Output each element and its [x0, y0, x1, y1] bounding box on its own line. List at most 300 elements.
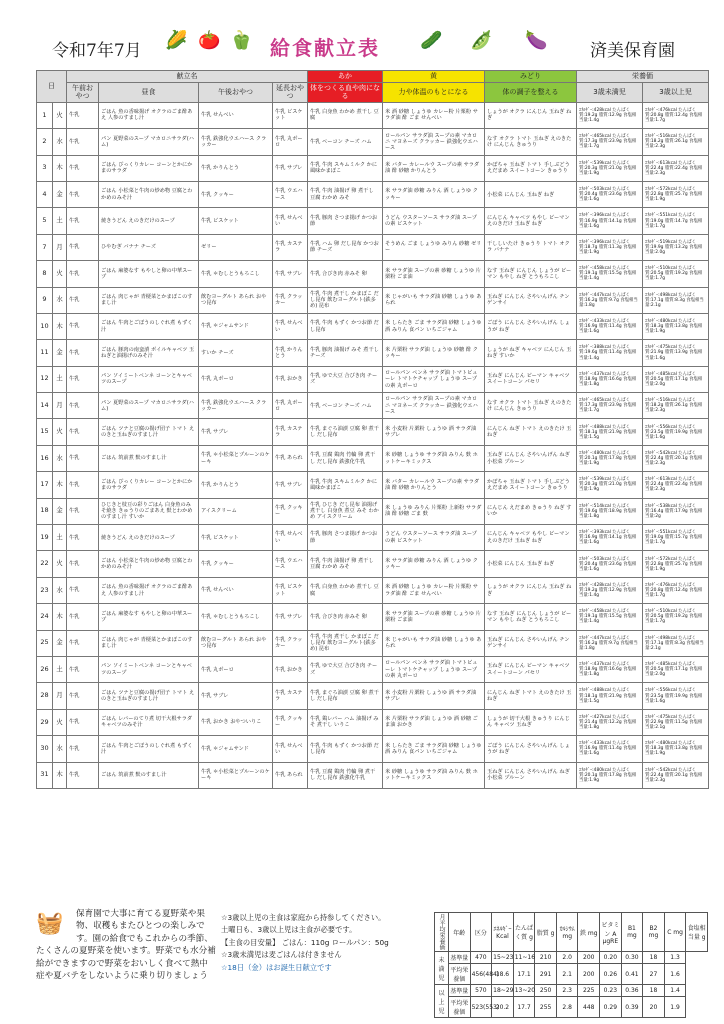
extended-snack-cell: 牛乳 クラッカー [273, 287, 308, 313]
extended-snack-cell: 牛乳 ビスケット [273, 577, 308, 603]
afternoon-snack-cell: 牛乳 丸ボーロ [199, 656, 273, 682]
day-cell: 1 [37, 102, 53, 128]
morning-snack-cell: 牛乳 [67, 208, 99, 234]
afternoon-snack-header: 午後おやつ [199, 83, 273, 103]
afternoon-snack-cell: 牛乳 ビスケット [199, 525, 273, 551]
note-1: ☆3歳以上児の主食は家庭から持参してください。 [221, 913, 386, 922]
table-row [37, 577, 709, 603]
lunch-menu-cell: ごはん びっくりカレー コーンとかにかまのサラダ [99, 472, 199, 498]
nutrition-value: 1.9 [664, 997, 686, 1018]
nutrition-value: 250 [535, 985, 557, 997]
afternoon-snack-cell: 牛乳 ＊小松菜とプルーンのケーキ [199, 762, 273, 788]
lunch-menu-cell: ごはん 小松菜と牛肉の炒め物 豆腐とわかめのみそ汁 [99, 181, 199, 207]
weekday-cell: 土 [53, 208, 67, 234]
day-cell: 24 [37, 604, 53, 630]
lunch-menu-cell: ごはん びっくりカレー コーンとかにかまのサラダ [99, 155, 199, 181]
lunch-menu-cell: ごはん 筑前煮 麩のすまし汁 [99, 762, 199, 788]
yellow-foods-cell: 米 酒 砂糖 しょうゆ カレー粉 片栗粉 サラダ油 酢 ごま せんべい [383, 102, 485, 128]
afternoon-snack-cell: 牛乳 せんべい [199, 577, 273, 603]
lunch-menu-cell: ごはん 麻婆なす もやしと卵の中華スープ [99, 261, 199, 287]
nutrition-value: 0.29 [600, 997, 622, 1018]
green-foods-cell: にんじん ねぎ トマト えのきたけ 玉ねぎ [485, 419, 577, 445]
extended-snack-cell: 牛乳 丸ボーロ [273, 129, 308, 155]
corn-icon: 🌽 [165, 30, 188, 51]
table-row [37, 313, 709, 339]
morning-snack-cell: 牛乳 [67, 577, 99, 603]
lunch-menu-cell: パン 夏野菜のスープ マカロニサラダ(ハム) [99, 129, 199, 155]
morning-snack-cell: 牛乳 [67, 445, 99, 471]
over3-nutrition-cell: ｴﾈﾙｷﾞｰ:613kcal たんぱく質:22.4g 脂質:22.4g 食塩相当量:2.3g [643, 472, 709, 498]
nutrition-value: 2.0 [556, 952, 578, 964]
green-desc: 体の調子を整える [485, 83, 577, 103]
green-foods-cell: 小松菜 にんじん 玉ねぎ ねぎ [485, 181, 577, 207]
morning-snack-cell: 牛乳 [67, 102, 99, 128]
green-foods-cell: ごぼう にんじん さやいんげん しょうが ねぎ [485, 313, 577, 339]
morning-snack-cell: 牛乳 [67, 630, 99, 656]
cucumber-icon: 🥒 [420, 30, 443, 51]
table-row [37, 551, 709, 577]
over3-nutrition-cell: ｴﾈﾙｷﾞｰ:485kcal たんぱく質:20.5g 脂質:17.1g 食塩相当量:2.0g [643, 656, 709, 682]
morning-snack-cell: 牛乳 [67, 472, 99, 498]
under3-nutrition-cell: ｴﾈﾙｷﾞｰ:458kcal たんぱく質:19.1g 脂質:15.5g 食塩相当量:1.4g [577, 261, 643, 287]
weekday-cell: 土 [53, 656, 67, 682]
under3-nutrition-cell: ｴﾈﾙｷﾞｰ:428kcal たんぱく質:19.2g 脂質:12.9g 食塩相当量:1.4g [577, 102, 643, 128]
lunch-menu-cell: ごはん 牛肉とごぼうのしぐれ煮 もずく汁 [99, 313, 199, 339]
red-foods-cell: 牛乳 ひじき だし昆布 油揚げ 煮干し 白身魚 煮豆 みそ わかめ アイスクリーム [308, 498, 383, 524]
afternoon-snack-cell: 牛乳 ＊小松菜とプルーンのケーキ [199, 445, 273, 471]
yellow-foods-cell: 米 サラダ油 スープの素 砂糖 しょうゆ 片栗粉 ごま油 [383, 261, 485, 287]
green-foods-cell: 玉ねぎ にんじん さやいんげん チンゲンサイ [485, 630, 577, 656]
yellow-foods-cell: ロールパン サラダ油 スープの素 マカロニ マヨネーズ クラッカー 鉄強化ウエハース [383, 129, 485, 155]
nutrition-value: 13~20 [513, 985, 535, 997]
nutrition-value: 15~23 [492, 952, 514, 964]
under3-nutrition-cell: ｴﾈﾙｷﾞｰ:514kcal たんぱく質:19.6g 脂質:18.9g 食塩相当量:1.8g [577, 498, 643, 524]
extended-snack-cell: 牛乳 かりんとう [273, 340, 308, 366]
lunch-menu-cell: ごはん 肉じゃが 青梗菜とかまぼこのすまし汁 [99, 630, 199, 656]
extended-snack-cell: 牛乳 クッキー [273, 709, 308, 735]
nutrition-col-header: ｶﾙｼｳﾑ mg [556, 913, 578, 952]
nutrition-col-header: B2 mg [643, 913, 665, 952]
morning-snack-cell: 牛乳 [67, 181, 99, 207]
table-row [37, 366, 709, 392]
extended-snack-header: 延長おやつ [273, 83, 308, 103]
under3-nutrition-cell: ｴﾈﾙｷﾞｰ:396kcal たんぱく質:18.7g 脂質:11.3g 食塩相当量:1.9g [577, 234, 643, 260]
day-cell: 28 [37, 683, 53, 709]
nutrition-value: 1.3 [664, 952, 686, 964]
table-row [37, 683, 709, 709]
table-row [37, 393, 709, 419]
morning-snack-cell: 牛乳 [67, 683, 99, 709]
nutrition-value: 2.3 [556, 985, 578, 997]
yellow-foods-cell: 米 バター カレールウ スープの素 サラダ油 酢 砂糖 かりんとう [383, 155, 485, 181]
weekday-cell: 木 [53, 762, 67, 788]
table-row [37, 129, 709, 155]
green-foods-cell: なす オクラ トマト 玉ねぎ えのきたけ にんじん きゅうり [485, 129, 577, 155]
extended-snack-cell: 牛乳 ビスケット [273, 102, 308, 128]
yellow-foods-cell: 米 しらたき ごま サラダ油 砂糖 しょうゆ 酒 みりん 食パン いちごジャム [383, 736, 485, 762]
lunch-menu-cell: ごはん 豚肉の南蛮漬 ボイルキャベツ 玉ねぎと油揚げのみそ汁 [99, 340, 199, 366]
over3-nutrition-cell: ｴﾈﾙｷﾞｰ:613kcal たんぱく質:22.4g 脂質:22.4g 食塩相当量:2.3g [643, 155, 709, 181]
nutrition-row [435, 997, 708, 1018]
nutrition-value: 570 [470, 985, 492, 997]
over3-nutrition-cell: ｴﾈﾙｷﾞｰ:498kcal たんぱく質:17.1g 脂質:8.3g 食塩相当量:2.1g [643, 287, 709, 313]
afternoon-snack-cell: 牛乳 ビスケット [199, 208, 273, 234]
table-row [37, 208, 709, 234]
red-foods-cell: 牛乳 豚肉 さつま揚げ かつお節 [308, 525, 383, 551]
under3-nutrition-cell: ｴﾈﾙｷﾞｰ:503kcal たんぱく質:20.4g 脂質:23.6g 食塩相当量:1.6g [577, 181, 643, 207]
morning-snack-cell: 牛乳 [67, 340, 99, 366]
nutrition-col-header: たんぱく質 g [513, 913, 535, 952]
pepper-icon: 🫑 [230, 30, 253, 51]
footer [36, 908, 708, 1018]
lunch-menu-cell: ごはん ツナと豆腐の揚げ団子 トマト えのきと玉ねぎのすまし汁 [99, 419, 199, 445]
green-foods-cell: しょうが ねぎ キャベツ にんじん 玉ねぎ すいか [485, 340, 577, 366]
afternoon-snack-cell: 飲むヨーグルト あられ おやつ昆布 [199, 630, 273, 656]
yellow-foods-cell: うどん ウスターソース サラダ油 スープの素 ビスケット [383, 208, 485, 234]
green-foods-cell: 玉ねぎ にんじん さやいんげん ねぎ 小松菜 プルーン [485, 762, 577, 788]
day-cell: 11 [37, 340, 53, 366]
weekday-cell: 水 [53, 577, 67, 603]
yellow-header: 黄 [383, 71, 485, 83]
note-3: 【主食の目安量】 ごはん：110g ロールパン：50g [221, 937, 389, 947]
red-foods-cell: 牛乳 鶏レバー ハム 油揚げ みそ 煮干し いりこ [308, 709, 383, 735]
kubun-cell: 平均栄養価 [449, 964, 471, 985]
green-foods-cell: ごぼう にんじん さやいんげん しょうが ねぎ [485, 736, 577, 762]
day-cell: 12 [37, 366, 53, 392]
nutrition-value: 200 [578, 964, 600, 985]
weekday-cell: 金 [53, 340, 67, 366]
extended-snack-cell: 牛乳 ウエハース [273, 551, 308, 577]
day-cell: 19 [37, 525, 53, 551]
morning-snack-cell: 牛乳 [67, 261, 99, 287]
red-foods-cell: 牛乳 牛肉 煮干し かまぼこ だし昆布 飲むヨーグルト(鉄多め) 昆布 [308, 630, 383, 656]
red-foods-cell: 牛乳 牛肉 もずく かつお節 だし昆布 [308, 736, 383, 762]
morning-snack-cell: 牛乳 [67, 419, 99, 445]
nutrition-row [435, 985, 708, 997]
nutrition-value: 18~29 [492, 985, 514, 997]
nutrition-col-header: 区分 [470, 913, 492, 952]
month-label: 令和7年7月 [52, 41, 142, 61]
extended-snack-cell: 牛乳 カステラ [273, 234, 308, 260]
yellow-foods-cell: そうめん ごま しょうゆ みりん 砂糖 ゼリー [383, 234, 485, 260]
lunch-menu-cell: パン 夏野菜のスープ マカロニサラダ(ハム) [99, 393, 199, 419]
day-cell: 5 [37, 208, 53, 234]
nutrition-row [435, 964, 708, 985]
day-cell: 10 [37, 313, 53, 339]
monthly-nutrition-table [434, 912, 708, 1018]
weekday-cell: 火 [53, 709, 67, 735]
under3-nutrition-cell: ｴﾈﾙｷﾞｰ:465kcal たんぱく質:17.3g 脂質:23.9g 食塩相当量:1.7g [577, 129, 643, 155]
yellow-foods-cell: うどん ウスターソース サラダ油 スープの素 ビスケット [383, 525, 485, 551]
afternoon-snack-cell: アイスクリーム [199, 498, 273, 524]
table-row [37, 656, 709, 682]
under3-nutrition-cell: ｴﾈﾙｷﾞｰ:488kcal たんぱく質:18.1g 脂質:21.9g 食塩相当量:1.5g [577, 683, 643, 709]
day-cell: 3 [37, 155, 53, 181]
under3-header: 3歳未満児 [577, 83, 643, 103]
green-foods-cell: しょうが オクラ にんじん 玉ねぎ ねぎ [485, 102, 577, 128]
red-foods-cell: 牛乳 白身魚 わかめ 煮干し 豆腐 [308, 577, 383, 603]
lunch-header: 昼食 [99, 83, 199, 103]
morning-snack-cell: 牛乳 [67, 656, 99, 682]
yellow-foods-cell: 米 サラダ油 砂糖 みりん 酒 しょうゆ クッキー [383, 551, 485, 577]
table-row [37, 102, 709, 128]
yellow-foods-cell: 米 じゃがいも サラダ油 砂糖 しょうゆ あられ [383, 630, 485, 656]
under3-nutrition-cell: ｴﾈﾙｷﾞｰ:427kcal たんぱく質:21.4g 脂質:12.2g 食塩相当量:1.8g [577, 709, 643, 735]
weekday-cell: 火 [53, 551, 67, 577]
nutrition-value: 470 [470, 952, 492, 964]
day-cell: 14 [37, 393, 53, 419]
green-foods-cell: 玉ねぎ にんじん さやいんげん チンゲンサイ [485, 287, 577, 313]
green-foods-cell: にんじん えだまめ きゅうり ねぎ すいか [485, 498, 577, 524]
lunch-menu-cell: ごはん 筑前煮 麩のすまし汁 [99, 445, 199, 471]
afternoon-snack-cell: 牛乳 かりんとう [199, 472, 273, 498]
lunch-menu-cell: ごはん 魚の香味揚げ オクラのごま酢あえ 人参のすまし汁 [99, 577, 199, 603]
day-cell: 25 [37, 630, 53, 656]
lunch-menu-cell: パン ソイミートペンネ コーンとキャベツのスープ [99, 366, 199, 392]
afternoon-snack-cell: 飲むヨーグルト あられ おやつ昆布 [199, 287, 273, 313]
yellow-foods-cell: ロールパン ペンネ サラダ油 トマトピューレ トマトケチャップ しょうゆ スープの素 丸ボーロ [383, 656, 485, 682]
table-row [37, 498, 709, 524]
under3-nutrition-cell: ｴﾈﾙｷﾞｰ:433kcal たんぱく質:16.9g 脂質:11.4g 食塩相当量:1.6g [577, 313, 643, 339]
school-name: 済美保育園 [590, 41, 675, 61]
afternoon-snack-cell: ゼリー [199, 234, 273, 260]
nutrition-col-header: 食塩相当量 g [686, 913, 708, 952]
day-cell: 15 [37, 419, 53, 445]
day-cell: 18 [37, 498, 53, 524]
red-foods-cell: 牛乳 ベーコン チーズ ハム [308, 129, 383, 155]
nutrition-col-header: ビタミン A μgRE [600, 913, 622, 952]
green-foods-cell: 玉ねぎ にんじん さやいんげん ねぎ 小松菜 プルーン [485, 445, 577, 471]
red-foods-cell: 牛乳 ハム 卵 だし昆布 かつお節 チーズ [308, 234, 383, 260]
morning-snack-cell: 牛乳 [67, 736, 99, 762]
extended-snack-cell: 牛乳 サブレ [273, 472, 308, 498]
over3-nutrition-cell: ｴﾈﾙｷﾞｰ:538kcal たんぱく質:16.4g 脂質:17.9g 食塩相当量:2g [643, 498, 709, 524]
extended-snack-cell: 牛乳 あられ [273, 445, 308, 471]
day-cell: 22 [37, 551, 53, 577]
under3-nutrition-cell: ｴﾈﾙｷﾞｰ:480kcal たんぱく質:20.1g 脂質:17.8g 食塩相当量:1.9g [577, 445, 643, 471]
nutrition-col-header: 年齢 [449, 913, 471, 952]
red-header: あか [308, 71, 383, 83]
over3-nutrition-cell: ｴﾈﾙｷﾞｰ:485kcal たんぱく質:20.5g 脂質:17.1g 食塩相当量:2.0g [643, 366, 709, 392]
over3-nutrition-cell: ｴﾈﾙｷﾞｰ:475kcal たんぱく質:21.9g 脂質:13.9g 食塩相当量:1.6g [643, 340, 709, 366]
afternoon-snack-cell: 牛乳 サブレ [199, 419, 273, 445]
yellow-foods-cell: 米 砂糖 しょうゆ サラダ油 みりん 麩 ホットケーキミックス [383, 762, 485, 788]
extended-snack-cell: 牛乳 あられ [273, 762, 308, 788]
weekday-cell: 金 [53, 498, 67, 524]
green-foods-cell: なす オクラ トマト 玉ねぎ えのきたけ にんじん きゅうり [485, 393, 577, 419]
nutrition-value: 0.41 [621, 964, 643, 985]
nutrition-value: 200 [578, 952, 600, 964]
day-cell: 23 [37, 577, 53, 603]
red-foods-cell: 牛乳 豚肉 油揚げ みそ 煮干し チーズ [308, 340, 383, 366]
weekday-cell: 木 [53, 604, 67, 630]
day-cell: 9 [37, 287, 53, 313]
green-foods-cell: にんじん キャベツ もやし ピーマン えのきだけ 玉ねぎ ねぎ [485, 208, 577, 234]
nutrition-value: 1.6 [664, 964, 686, 985]
afternoon-snack-cell: 牛乳 鉄強化ウエハース クラッカー [199, 393, 273, 419]
weekday-cell: 月 [53, 393, 67, 419]
yellow-foods-cell: 米 じゃがいも サラダ油 砂糖 しょうゆ あられ [383, 287, 485, 313]
red-foods-cell: 牛乳 牛肉 もずく かつお節 だし昆布 [308, 313, 383, 339]
under3-nutrition-cell: ｴﾈﾙｷﾞｰ:539kcal たんぱく質:20.3g 脂質:21.0g 食塩相当量:1.9g [577, 472, 643, 498]
day-cell: 8 [37, 261, 53, 287]
table-row [37, 181, 709, 207]
yellow-foods-cell: 米 サラダ油 砂糖 みりん 酒 しょうゆ クッキー [383, 181, 485, 207]
day-cell: 7 [37, 234, 53, 260]
lunch-menu-cell: ごはん 魚の香味揚げ オクラのごま酢あえ 人参のすまし汁 [99, 102, 199, 128]
over3-nutrition-cell: ｴﾈﾙｷﾞｰ:542kcal たんぱく質:22.4g 脂質:20.1g 食塩相当量:2.3g [643, 762, 709, 788]
yellow-foods-cell: 米 片栗粉 サラダ油 しょうゆ 酒 砂糖 ごま油 おかき [383, 709, 485, 735]
eggplant-icon: 🍆 [525, 30, 548, 51]
over3-nutrition-cell: ｴﾈﾙｷﾞｰ:498kcal たんぱく質:17.1g 脂質:8.3g 食塩相当量:2.1g [643, 630, 709, 656]
table-row [37, 340, 709, 366]
nutrition-value: 291 [535, 964, 557, 985]
nutrition-value: 2.1 [556, 964, 578, 985]
yellow-foods-cell: 米 片栗粉 サラダ油 しょうゆ 砂糖 酢 クッキー [383, 340, 485, 366]
red-foods-cell: 牛乳 牛肉 油揚げ 卵 煮干し 豆腐 わかめ みそ [308, 551, 383, 577]
over3-nutrition-cell: ｴﾈﾙｷﾞｰ:556kcal たんぱく質:23.5g 脂質:19.9g 食塩相当量:1.6g [643, 419, 709, 445]
morning-snack-cell: 牛乳 [67, 762, 99, 788]
afternoon-snack-cell: 牛乳 クッキー [199, 551, 273, 577]
lunch-menu-cell: ごはん レバーのてり煮 切干大根サラダ キャベツのみそ汁 [99, 709, 199, 735]
kubun-cell: 平均栄養価 [449, 997, 471, 1018]
nutrition-row [435, 952, 708, 964]
weekday-cell: 月 [53, 683, 67, 709]
extended-snack-cell: 牛乳 カステラ [273, 419, 308, 445]
extended-snack-cell: 牛乳 クッキー [273, 498, 308, 524]
green-foods-cell: かぼちゃ 玉ねぎ トマト 手しぶどう えだまめ スイートコーン きゅうり [485, 155, 577, 181]
green-foods-cell: しょうが 切干大根 きゅうり にんじん キャベツ 玉ねぎ [485, 709, 577, 735]
note-4: ☆3歳未満児は麦ごはんは付きません [221, 950, 342, 960]
nutrition-col-header: 鉄 mg [578, 913, 600, 952]
over3-nutrition-cell: ｴﾈﾙｷﾞｰ:516kcal たんぱく質:18.2g 脂質:26.1g 食塩相当量:2.3g [643, 129, 709, 155]
green-foods-cell: にんじん キャベツ もやし ピーマン えのきだけ 玉ねぎ ねぎ [485, 525, 577, 551]
nutrition-value: 27 [643, 964, 665, 985]
kubun-cell: 基準量 [449, 952, 471, 964]
yellow-desc: 力や体温のもとになる [383, 83, 485, 103]
lunch-menu-cell: 焼きうどん えのきだけのスープ [99, 525, 199, 551]
afternoon-snack-cell: 牛乳 鉄強化ウエハース クラッカー [199, 129, 273, 155]
nutrition-value: 2.8 [556, 997, 578, 1018]
table-row [37, 155, 709, 181]
extended-snack-cell: 牛乳 おかき [273, 366, 308, 392]
red-foods-cell: 牛乳 牛肉 スキムミルク かに風味かまぼこ [308, 155, 383, 181]
lunch-menu-cell: パン ソイミートペンネ コーンとキャベツのスープ [99, 656, 199, 682]
morning-snack-cell: 牛乳 [67, 709, 99, 735]
extended-snack-cell: 牛乳 ウエハース [273, 181, 308, 207]
green-foods-cell: にんじん ねぎ トマト えのきたけ 玉ねぎ [485, 683, 577, 709]
nutrition-value: 18 [643, 985, 665, 997]
weekday-cell: 水 [53, 129, 67, 155]
yellow-foods-cell: 米 しょうゆ みりん 片栗粉 上新粉 サラダ油 酢 砂糖 ごま 麩 [383, 498, 485, 524]
lunch-menu-cell: ごはん 肉じゃが 青梗菜とかまぼこのすまし汁 [99, 287, 199, 313]
under3-nutrition-cell: ｴﾈﾙｷﾞｰ:433kcal たんぱく質:16.9g 脂質:11.4g 食塩相当量:1.6g [577, 736, 643, 762]
red-foods-cell: 牛乳 牛肉 煮干し かまぼこ だし昆布 飲むヨーグルト(鉄多め) 昆布 [308, 287, 383, 313]
nutrition-value: 20 [643, 997, 665, 1018]
extended-snack-cell: 牛乳 カステラ [273, 683, 308, 709]
red-foods-cell: 牛乳 豚肉 さつま揚げ かつお節 [308, 208, 383, 234]
lunch-menu-cell: ひやむぎ バナナ チーズ [99, 234, 199, 260]
yellow-foods-cell: 米 小麦粉 片栗粉 しょうゆ 酒 サラダ油 サブレ [383, 683, 485, 709]
day-cell: 4 [37, 181, 53, 207]
nutrition-value: 0.23 [600, 985, 622, 997]
under3-nutrition-cell: ｴﾈﾙｷﾞｰ:447kcal たんぱく質:16.2g 脂質:9.7g 食塩相当量:1.8g [577, 630, 643, 656]
weekday-cell: 金 [53, 181, 67, 207]
green-foods-cell: 小松菜 にんじん 玉ねぎ ねぎ [485, 551, 577, 577]
over3-nutrition-cell: ｴﾈﾙｷﾞｰ:519kcal たんぱく質:19.9g 脂質:13.2g 食塩相当量:2.0g [643, 234, 709, 260]
nutrition-value: 0.26 [600, 964, 622, 985]
yellow-foods-cell: 米 しらたき ごま サラダ油 砂糖 しょうゆ 酒 みりん 食パン いちごジャム [383, 313, 485, 339]
weekday-cell: 木 [53, 155, 67, 181]
over3-nutrition-cell: ｴﾈﾙｷﾞｰ:516kcal たんぱく質:18.2g 脂質:26.1g 食塩相当量:2.3g [643, 393, 709, 419]
green-foods-cell: 玉ねぎ にんじん ピーマン キャベツ スイートコーン パセリ [485, 366, 577, 392]
under3-nutrition-cell: ｴﾈﾙｷﾞｰ:480kcal たんぱく質:20.1g 脂質:17.8g 食塩相当量:1.9g [577, 762, 643, 788]
vegetable-basket-icon: 🧺 [36, 911, 64, 936]
nutrition-value: 18.6 [492, 964, 514, 985]
age-cell: 以上児 [435, 985, 449, 1018]
morning-snack-cell: 牛乳 [67, 287, 99, 313]
nutrition-col-header: 脂質 g [535, 913, 557, 952]
morning-snack-cell: 牛乳 [67, 551, 99, 577]
weekday-cell: 木 [53, 472, 67, 498]
nutrition-value: 18 [643, 952, 665, 964]
menu-table [36, 70, 709, 789]
afternoon-snack-cell: 牛乳 丸ボーロ [199, 366, 273, 392]
weekday-cell: 金 [53, 630, 67, 656]
extended-snack-cell: 牛乳 丸ボーロ [273, 393, 308, 419]
staple-notes [221, 912, 431, 974]
over3-nutrition-cell: ｴﾈﾙｷﾞｰ:475kcal たんぱく質:22.9g 脂質:11.5g 食塩相当量:2.1g [643, 709, 709, 735]
extended-snack-cell: 牛乳 せんべい [273, 525, 308, 551]
morning-snack-cell: 牛乳 [67, 366, 99, 392]
yellow-foods-cell: 米 酒 砂糖 しょうゆ カレー粉 片栗粉 サラダ油 酢 ごま せんべい [383, 577, 485, 603]
over3-header: 3歳以上児 [643, 83, 709, 103]
nutrition-value: 0.36 [621, 985, 643, 997]
over3-nutrition-cell: ｴﾈﾙｷﾞｰ:480kcal たんぱく質:18.3g 脂質:13.8g 食塩相当量:1.9g [643, 736, 709, 762]
under3-nutrition-cell: ｴﾈﾙｷﾞｰ:437kcal たんぱく質:18.9g 脂質:16.6g 食塩相当量:1.8g [577, 366, 643, 392]
morning-snack-cell: 牛乳 [67, 498, 99, 524]
day-cell: 17 [37, 472, 53, 498]
extended-snack-cell: 牛乳 サブレ [273, 604, 308, 630]
nutrition-value: 17.1 [513, 964, 535, 985]
yellow-foods-cell: ロールパン ペンネ サラダ油 トマトピューレ トマトケチャップ しょうゆ スープの素 丸ボーロ [383, 366, 485, 392]
green-foods-cell: なす 玉ねぎ にんじん しょうが ピーマン もやし ねぎ とうもろこし [485, 261, 577, 287]
over3-nutrition-cell: ｴﾈﾙｷﾞｰ:476kcal たんぱく質:20.8g 脂質:12.4g 食塩相当量:1.7g [643, 577, 709, 603]
note-2: 土曜日も、3歳以上児は主食が必要です。 [221, 925, 357, 935]
under3-nutrition-cell: ｴﾈﾙｷﾞｰ:388kcal たんぱく質:19.6g 脂質:11.4g 食塩相当量:1.4g [577, 340, 643, 366]
green-header: みどり [485, 71, 577, 83]
table-row [37, 525, 709, 551]
under3-nutrition-cell: ｴﾈﾙｷﾞｰ:447kcal たんぱく質:16.2g 脂質:9.7g 食塩相当量:1.8g [577, 287, 643, 313]
green-foods-cell: 干ししいたけ きゅうり トマト オクラ バナナ [485, 234, 577, 260]
afternoon-snack-cell: 牛乳 かりんとう [199, 155, 273, 181]
page-header [0, 0, 724, 70]
table-row [37, 234, 709, 260]
afternoon-snack-cell: 牛乳 ＊ジャムサンド [199, 736, 273, 762]
over3-nutrition-cell: ｴﾈﾙｷﾞｰ:476kcal たんぱく質:20.8g 脂質:12.4g 食塩相当量:1.7g [643, 102, 709, 128]
afternoon-snack-cell: 牛乳 せんべい [199, 102, 273, 128]
table-row [37, 261, 709, 287]
weekday-cell: 火 [53, 261, 67, 287]
table-row [37, 736, 709, 762]
red-foods-cell: 牛乳 まぐろ油漬 豆腐 卵 煮干し だし昆布 [308, 683, 383, 709]
lunch-menu-cell: 焼きうどん えのきだけのスープ [99, 208, 199, 234]
extended-snack-cell: 牛乳 せんべい [273, 208, 308, 234]
red-foods-cell: 牛乳 白身魚 わかめ 煮干し 豆腐 [308, 102, 383, 128]
green-foods-cell: 玉ねぎ にんじん ピーマン キャベツ スイートコーン パセリ [485, 656, 577, 682]
afternoon-snack-cell: 牛乳 ＊むしとうもろこし [199, 604, 273, 630]
weekday-cell: 土 [53, 525, 67, 551]
